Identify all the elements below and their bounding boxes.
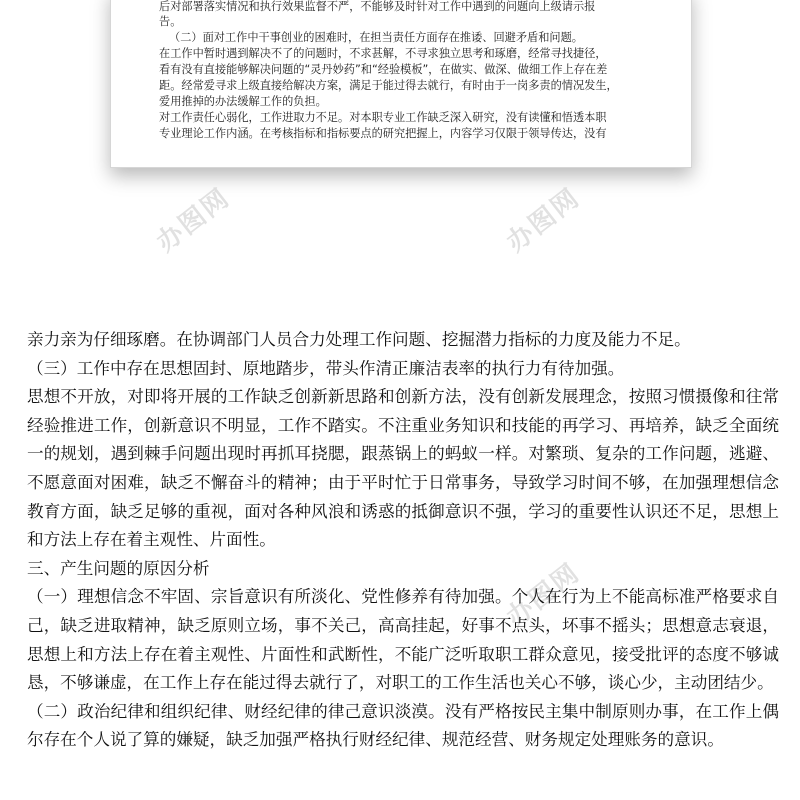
paragraph: 思想不开放，对即将开展的工作缺乏创新新思路和创新方法，没有创新发展理念，按照习惯摄像和往常经验推进工作，创新意识不明显，工作不踏实。不注重业务知识和技能的再学习、再培养，缺乏全面统一的规划，遇到棘手问题出现时再抓耳挠腮，跟蒸锅上的蚂蚁一样。对繁琐、复杂的工作问题，逃避、不愿意面对困难，缺乏不懈奋斗的精神；由于平时忙于日常事务，导致学习时间不够，在加强理想信念教育方面，缺乏足够的重视，面对各种风浪和诱惑的抵御意识不强，学习的重要性认识还不足，思想上和方法上存在着主观性、片面性。 [27,387,779,550]
section-heading: （三）工作中存在思想固封、原地踏步，带头作清正廉洁表率的执行力有待加强。 [27,358,625,378]
preview-line: 爱用推掉的办法缓解工作的负担。 [159,95,327,108]
preview-line: （二）面对工作中干事创业的困难时，在担当责任方面存在推诿、回避矛盾和问题。 [169,31,583,44]
preview-line: 在工作中暂时遇到解决不了的问题时，不求甚解，不寻求独立思考和琢磨，经常寻找捷径， [159,47,607,60]
preview-line: 对工作责任心弱化，工作进取力不足。对本职专业工作缺乏深入研究，没有读懂和悟透本职 [159,111,607,124]
paragraph: （二）政治纪律和组织纪律、财经纪律的律己意识淡漠。没有严格按民主集中制原则办事，在工作上偶尔存在个人说了算的嫌疑，缺乏加强严格执行财经纪律、规范经营、财务规定处理账务的意识。 [27,701,779,750]
paragraph: （一）理想信念不牢固、宗旨意识有所淡化、党性修养有待加强。个人在行为上不能高标准严格要求自己，缺乏进取精神，缺乏原则立场，事不关己，高高挂起，好事不点头，坏事不摇头；思想意志衰退，思想上和方法上存在着主观性、片面性和武断性，不能广泛听取职工群众意见，接受批评的态度不够诚恳，不够谦虚，在工作上存在能过得去就行了，对职工的工作生活也关心不够，谈心少，主动团结少。 [27,587,779,693]
preview-line: 距。经常爱寻求上级直接给解决方案，满足于能过得去就行，有时由于一岗多责的情况发生， [159,79,618,92]
watermark-text: 办图网 [151,182,236,259]
document-preview-card [110,0,692,168]
preview-line: 后对部署落实情况和执行效果监督不严，不能够及时针对工作中遇到的问题向上级请示报 [159,0,596,13]
watermark-text: 办图网 [501,557,586,634]
document-body [27,326,779,755]
preview-line: 告。 [159,15,182,28]
preview-line: 看有没有直接能够解决问题的“灵丹妙药”和“经验模板”，在做实、做深、做细工作上存在差 [159,63,608,76]
paragraph: 亲力亲为仔细琢磨。在协调部门人员合力处理工作问题、挖掘潜力指标的力度及能力不足。 [27,330,691,349]
watermark-text: 办图网 [501,182,586,259]
preview-line: 专业理论工作内涵。在考核指标和指标要点的研究把握上，内容学习仅限于领导传达，没有 [159,127,607,140]
section-heading: 三、产生问题的原因分析 [27,558,210,578]
